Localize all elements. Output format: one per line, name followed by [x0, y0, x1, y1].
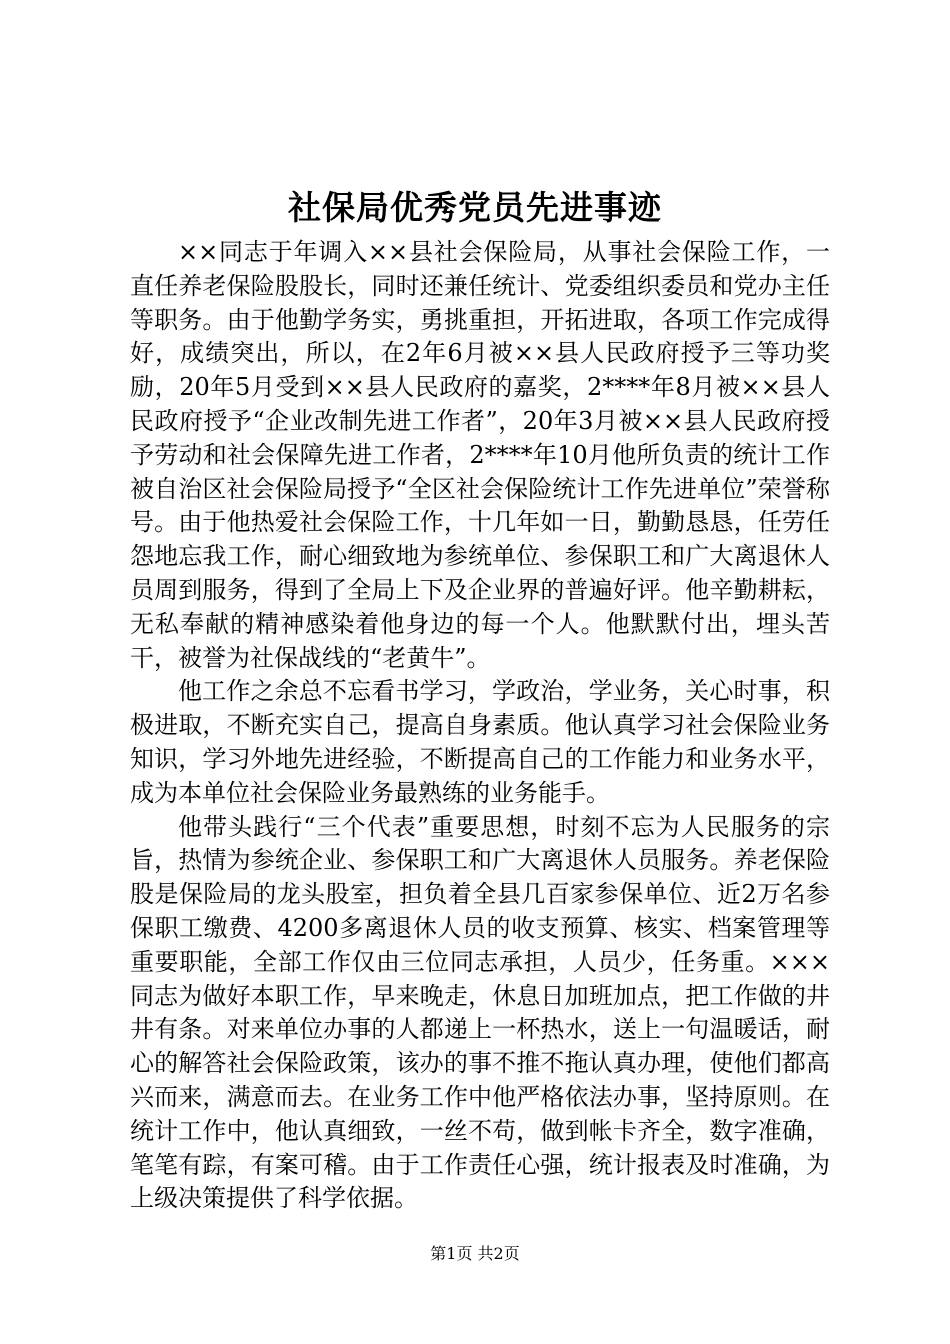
paragraph-1: ××同志于年调入××县社会保险局，从事社会保险工作，一直任养老保险股股长，同时还兼任统计、党委组织委员和党办主任等职务。由于他勤学务实，勇挑重担，开拓进取，各项工作完成得好，成绩突出，所以，在2年6月被××县人民政府授予三等功奖励，20年5月受到××县人民政府的嘉奖，2****年8月被××县人民政府授予“企业改制先进工作者”，20年3月被××县人民政府授予劳动和社会保障先进工作者，2****年10月他所负责的统计工作被自治区社会保险局授予“全区社会保险统计工作先进单位”荣誉称号。由于他热爱社会保险工作，十几年如一日，勤勤恳恳，任劳任怨地忘我工作，耐心细致地为参统单位、参保职工和广大离退休人员周到服务，得到了全局上下及企业界的普遍好评。他辛勤耕耘，无私奉献的精神感染着他身边的每一个人。他默默付出，埋头苦干，被誉为社保战线的“老黄牛”。: [130, 238, 830, 672]
paragraph-3: 他带头践行“三个代表”重要思想，时刻不忘为人民服务的宗旨，热情为参统企业、参保职工和广大离退休人员服务。养老保险股是保险局的龙头股室，担负着全县几百家参保单位、近2万名参保职工缴费、4200多离退休人员的收支预算、核实、档案管理等重要职能，全部工作仅由三位同志承担，人员少，任务重。×××同志为做好本职工作，早来晚走，休息日加班加点，把工作做的井井有条。对来单位办事的人都递上一杯热水，送上一句温暖话，耐心的解答社会保险政策，该办的事不推不拖认真办理，使他们都高兴而来，满意而去。在业务工作中他严格依法办事，坚持原则。在统计工作中，他认真细致，一丝不苟，做到帐卡齐全，数字准确，笔笔有踪，有案可稽。由于工作责任心强，统计报表及时准确，为上级决策提供了科学依据。: [130, 812, 830, 1213]
document-title: 社保局优秀党员先进事迹: [288, 188, 662, 227]
page-footer: [0, 1243, 950, 1265]
paragraph-2: 他工作之余总不忘看书学习，学政治，学业务，关心时事，积极进取，不断充实自己，提高自身素质。他认真学习社会保险业务知识，学习外地先进经验，不断提高自己的工作能力和业务水平，成为本单位社会保险业务最熟练的业务能手。: [130, 677, 830, 807]
page-number-indicator: 第1页 共2页: [430, 1244, 520, 1263]
document-body: [130, 236, 830, 1216]
